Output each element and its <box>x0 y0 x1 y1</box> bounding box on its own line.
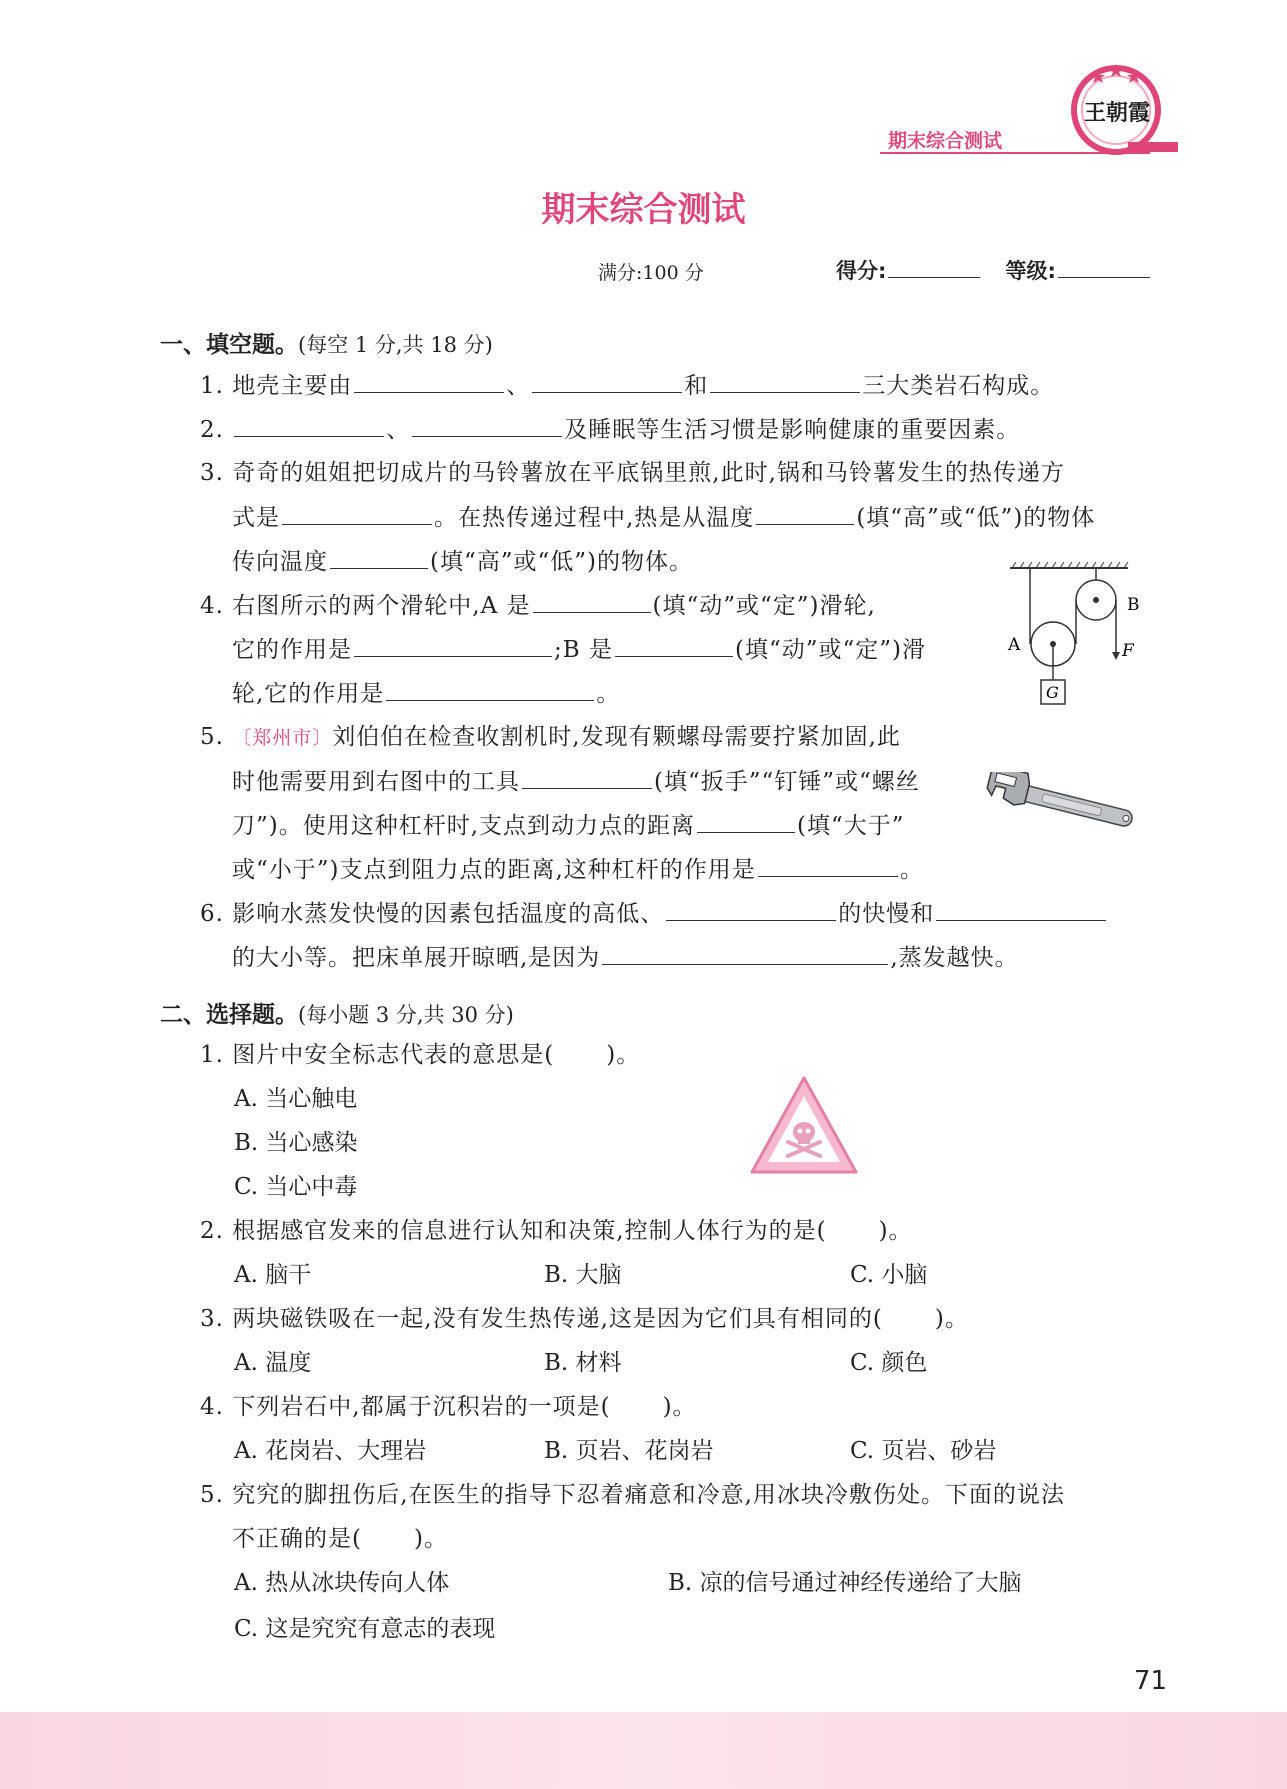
s1-q5-line4 <box>232 854 924 885</box>
pulley-diagram <box>998 560 1148 720</box>
question-text: 、 <box>506 373 531 399</box>
option[interactable]: B. 大脑 <box>544 1262 622 1288</box>
pulley-label-a: A <box>1008 635 1021 655</box>
answer-blank[interactable] <box>615 634 733 657</box>
question-text: 两块磁铁吸在一起,没有发生热传递,这是因为它们具有相同的( <box>232 1306 883 1332</box>
s2-q4-line <box>200 1392 697 1422</box>
question-text: 、 <box>386 417 411 443</box>
weight-label-g: G <box>1046 683 1059 702</box>
question-text: )。 <box>606 1042 641 1068</box>
section2-title: 二、选择题。 <box>160 1002 298 1028</box>
answer-blank[interactable] <box>522 766 652 789</box>
s1-q3-line1 <box>200 458 1065 488</box>
page-title: 期末综合测试 <box>541 190 746 230</box>
section2-heading <box>160 996 514 1029</box>
question-text: 三大类岩石构成。 <box>862 373 1055 399</box>
answer-blank[interactable] <box>756 502 854 525</box>
s2-q3-line <box>200 1304 969 1334</box>
page-number: 71 <box>1134 1666 1168 1696</box>
answer-blank[interactable] <box>234 414 384 437</box>
question-text: )。 <box>878 1218 913 1244</box>
question-text: 和 <box>684 373 709 399</box>
s1-q6-line2 <box>232 942 1019 973</box>
s1-q5-line1 <box>200 722 901 753</box>
question-text: 刀”)。使用这种杠杆时,支点到动力点的距离 <box>232 813 696 839</box>
s2-q5-line2 <box>232 1524 448 1554</box>
question-text: 影响水蒸发快慢的因素包括温度的高低、 <box>232 901 665 927</box>
score-field <box>836 255 1152 285</box>
s1-q3-line2 <box>232 502 1095 533</box>
brand-logo <box>1068 62 1184 156</box>
question-number: 4. <box>200 593 224 619</box>
answer-blank[interactable] <box>602 942 888 965</box>
full-score: 满分:100 分 <box>598 262 704 284</box>
option[interactable]: B. 页岩、花岗岩 <box>544 1438 714 1464</box>
section2-note: (每小题 3 分,共 30 分) <box>298 1003 514 1027</box>
question-number: 1. <box>200 373 224 399</box>
answer-blank[interactable] <box>697 810 795 833</box>
region-tag: 〔郑州市〕 <box>232 727 333 749</box>
question-text: ;B 是 <box>554 637 613 663</box>
score-label: 得分: <box>836 259 887 283</box>
question-text: (填“动”或“定”)滑轮, <box>652 593 876 619</box>
question-text: 地壳主要由 <box>232 373 353 399</box>
question-text: 传向温度 <box>232 549 328 575</box>
answer-blank[interactable] <box>386 678 594 701</box>
question-text: (填“高”或“低”)的物体 <box>856 505 1096 531</box>
question-text: 究究的脚扭伤后,在医生的指导下忍着痛意和冷意,用冰块冷敷伤处。下面的说法 <box>232 1482 1065 1508</box>
option[interactable]: C. 小脑 <box>850 1262 928 1288</box>
option[interactable]: A. 热从冰块传向人体 <box>234 1570 450 1596</box>
question-number: 2. <box>200 1218 224 1244</box>
option[interactable]: B. 当心感染 <box>234 1130 358 1156</box>
s1-q6-line1 <box>200 898 1108 929</box>
question-text: 它的作用是 <box>232 637 352 663</box>
s1-q3-line3 <box>232 546 693 577</box>
answer-blank[interactable] <box>710 370 860 393</box>
answer-blank[interactable] <box>758 854 898 877</box>
answer-blank[interactable] <box>533 590 651 613</box>
question-text: (填“扳手”“钉锤”或“螺丝 <box>654 769 920 795</box>
question-text: 图片中安全标志代表的意思是( <box>232 1042 555 1068</box>
section1-heading <box>160 326 493 359</box>
question-text: 下列岩石中,都属于沉积岩的一项是( <box>232 1394 611 1420</box>
question-number: 5. <box>200 724 224 750</box>
question-text: 及睡眠等生活习惯是影响健康的重要因素。 <box>564 417 1021 443</box>
answer-blank[interactable] <box>936 898 1106 921</box>
grade-blank[interactable] <box>1058 255 1150 278</box>
section1-note: (每空 1 分,共 18 分) <box>298 333 493 357</box>
question-text: (填“高”或“低”)的物体。 <box>430 549 693 575</box>
question-number: 3. <box>200 1306 224 1332</box>
question-number: 5. <box>200 1482 224 1508</box>
option[interactable]: C. 颜色 <box>850 1350 928 1376</box>
question-text: (填“动”或“定”)滑 <box>734 637 926 663</box>
option[interactable]: A. 脑干 <box>234 1262 312 1288</box>
answer-blank[interactable] <box>330 546 428 569</box>
question-text: 时他需要用到右图中的工具 <box>232 769 520 795</box>
question-text: 奇奇的姐姐把切成片的马铃薯放在平底锅里煎,此时,锅和马铃薯发生的热传递方 <box>232 460 1065 486</box>
question-number: 2. <box>200 417 224 443</box>
question-text: 根据感官发来的信息进行认知和决策,控制人体行为的是( <box>232 1218 827 1244</box>
question-text: )。 <box>413 1526 448 1552</box>
answer-blank[interactable] <box>282 502 432 525</box>
section-tab: 期末综合测试 <box>888 130 1003 152</box>
question-text: 刘伯伯在检查收割机时,发现有颗螺母需要拧紧加固,此 <box>332 724 901 750</box>
question-text: 。 <box>899 857 924 883</box>
option[interactable]: C. 页岩、砂岩 <box>850 1438 997 1464</box>
poison-warning-icon <box>748 1074 860 1178</box>
force-label-f: F <box>1122 641 1134 661</box>
s1-q5-line3 <box>232 810 905 841</box>
logo-text: 王朝霞 <box>1084 100 1151 126</box>
option[interactable]: B. 材料 <box>544 1350 622 1376</box>
question-number: 4. <box>200 1394 224 1420</box>
question-text: 。 <box>596 681 621 707</box>
question-text: 。在热传递过程中,热是从温度 <box>434 505 755 531</box>
s2-q1-line <box>200 1040 640 1070</box>
question-text: 轮,它的作用是 <box>232 681 385 707</box>
footer-band <box>0 1712 1287 1789</box>
answer-blank[interactable] <box>532 370 682 393</box>
pulley-label-b: B <box>1127 595 1140 615</box>
answer-blank[interactable] <box>354 370 504 393</box>
question-text: 或“小于”)支点到阻力点的距离,这种杠杆的作用是 <box>232 857 756 883</box>
option[interactable]: A. 花岗岩、大理岩 <box>234 1438 427 1464</box>
question-text: 的大小等。把床单展开晾晒,是因为 <box>232 945 601 971</box>
s1-q4-line2 <box>232 634 926 665</box>
s2-q2-line <box>200 1216 913 1246</box>
option[interactable]: B. 凉的信号通过神经传递给了大脑 <box>668 1570 1022 1596</box>
option[interactable]: C. 这是究究有意志的表现 <box>234 1616 496 1642</box>
score-blank[interactable] <box>888 255 980 278</box>
s1-q4-line3 <box>232 678 620 709</box>
question-text: 的快慢和 <box>838 901 935 927</box>
section1-title: 一、填空题。 <box>160 332 298 358</box>
s2-q5-line1 <box>200 1480 1065 1510</box>
question-text: )。 <box>662 1394 697 1420</box>
section-tab-underline <box>880 152 1150 154</box>
s1-q5-line2 <box>232 766 920 797</box>
question-text: 右图所示的两个滑轮中,A 是 <box>232 593 531 619</box>
answer-blank[interactable] <box>412 414 562 437</box>
s1-q4-line1 <box>200 590 876 621</box>
option[interactable]: A. 温度 <box>234 1350 312 1376</box>
question-text: ,蒸发越快。 <box>890 945 1019 971</box>
question-number: 1. <box>200 1042 224 1068</box>
option[interactable]: A. 当心触电 <box>234 1086 358 1112</box>
answer-blank[interactable] <box>354 634 552 657</box>
question-text: 式是 <box>232 505 280 531</box>
option[interactable]: C. 当心中毒 <box>234 1174 358 1200</box>
question-text: 不正确的是( <box>232 1526 362 1552</box>
s1-q1-line <box>200 370 1054 401</box>
question-number: 6. <box>200 901 224 927</box>
grade-label: 等级: <box>1005 259 1056 283</box>
wrench-image <box>982 772 1138 832</box>
question-text: )。 <box>934 1306 969 1332</box>
answer-blank[interactable] <box>666 898 836 921</box>
question-text: (填“大于” <box>797 813 905 839</box>
question-number: 3. <box>200 460 224 486</box>
s1-q2-line <box>200 414 1020 445</box>
